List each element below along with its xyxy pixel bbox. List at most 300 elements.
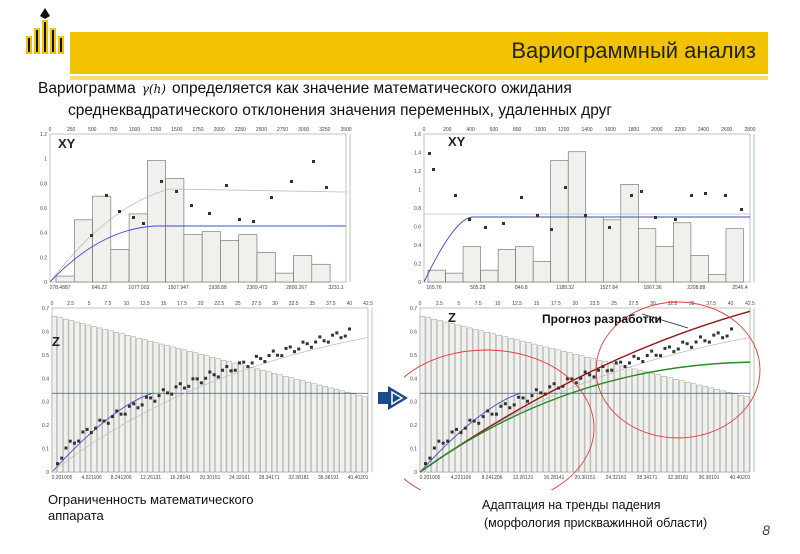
histogram-bar — [357, 395, 362, 472]
data-point — [454, 194, 457, 197]
data-point — [170, 393, 173, 396]
histogram-bar — [227, 362, 232, 472]
histogram-bar — [673, 223, 691, 282]
data-point — [124, 413, 127, 416]
data-point — [708, 341, 711, 344]
histogram-bar — [329, 388, 334, 472]
bottom-tick-label: 1507.947 — [167, 285, 189, 291]
histogram-bar — [289, 378, 294, 472]
data-point — [323, 339, 326, 342]
histogram-bar — [114, 332, 119, 472]
data-point — [655, 354, 658, 357]
data-point — [659, 354, 662, 357]
data-point — [550, 228, 553, 231]
top-tick-label: 500 — [88, 127, 97, 133]
data-point — [251, 361, 254, 364]
top-tick-label: 20 — [572, 301, 579, 307]
top-tick-label: 25 — [611, 301, 617, 307]
bottom-tick-label: 4.221106 — [81, 475, 102, 481]
data-point — [276, 354, 279, 357]
data-point — [107, 422, 110, 425]
top-tick-label: 42.5 — [745, 301, 755, 307]
data-point — [522, 396, 525, 399]
data-point — [717, 331, 720, 334]
bottom-tick-label: 1077.003 — [128, 285, 150, 291]
data-point — [428, 457, 431, 460]
histogram-bar — [238, 365, 243, 472]
top-tick-label: 10 — [494, 301, 501, 307]
data-point — [491, 413, 494, 416]
top-tick-label: 12.5 — [140, 301, 150, 307]
data-point — [553, 382, 556, 385]
page-number: 8 — [762, 522, 770, 538]
data-point — [179, 382, 182, 385]
histogram-bar — [533, 261, 551, 282]
histogram-bar — [498, 249, 516, 282]
y-tick-label: 0.1 — [42, 446, 49, 453]
histogram-bar — [187, 351, 192, 472]
panel-label-xy-left: XY — [58, 136, 76, 151]
y-tick-label: 0 — [46, 470, 49, 476]
adapt-line1: Адаптация на тренды падения — [482, 498, 661, 512]
histogram-bar — [491, 334, 496, 472]
y-tick-label: 1.2 — [40, 132, 47, 138]
data-point — [132, 216, 135, 219]
top-tick-label: 2250 — [234, 127, 246, 133]
y-tick-label: 0.4 — [410, 376, 417, 383]
bottom-tick-label: 4.221106 — [450, 475, 472, 481]
histogram-bar — [726, 392, 731, 472]
histogram-bar — [306, 382, 311, 472]
bottom-tick-label: 24.32161 — [605, 475, 627, 481]
data-point — [115, 409, 118, 412]
intro-line2: среднеквадратического отклонения значения переменных, удаленных друг — [68, 102, 613, 119]
intro-text — [38, 78, 612, 122]
data-point — [145, 396, 148, 399]
bottom-tick-label: 8.241206 — [110, 475, 132, 481]
top-tick-label: 0 — [48, 127, 52, 133]
y-tick-label: 0.6 — [40, 206, 47, 212]
panel-label-z-left: Z — [52, 334, 60, 349]
data-point — [60, 457, 63, 460]
histogram-bar — [294, 255, 312, 282]
data-point — [200, 381, 203, 384]
histogram-bar — [199, 354, 204, 472]
histogram-bar — [567, 353, 572, 472]
top-tick-label: 2.5 — [435, 301, 443, 307]
data-point — [459, 431, 462, 434]
data-point — [424, 462, 427, 465]
histogram-bar — [250, 367, 255, 472]
data-point — [677, 347, 680, 350]
histogram-bar — [461, 326, 466, 472]
data-point — [196, 377, 199, 380]
data-point — [539, 391, 542, 394]
data-point — [499, 405, 502, 408]
data-point — [619, 361, 622, 364]
top-tick-label: 1000 — [534, 127, 546, 133]
top-tick-label: 42.5 — [363, 301, 373, 307]
data-point — [690, 346, 693, 349]
data-point — [632, 355, 635, 358]
top-tick-label: 5 — [87, 301, 91, 307]
data-point — [301, 341, 304, 344]
bottom-tick-label: 278.4887 — [49, 285, 71, 291]
histogram-bar — [69, 321, 74, 472]
top-tick-label: 22.5 — [214, 301, 225, 307]
histogram-bar — [108, 331, 113, 472]
bottom-tick-label: 28.34171 — [258, 475, 280, 481]
histogram-bar — [446, 273, 464, 282]
data-point — [584, 214, 587, 217]
histogram-bar — [278, 375, 283, 472]
data-point — [204, 377, 207, 380]
data-point — [628, 361, 631, 364]
data-point — [230, 369, 233, 372]
data-point — [73, 442, 76, 445]
limited-line2: аппарата — [48, 508, 104, 523]
top-tick-label: 32.5 — [288, 301, 299, 307]
y-tick-label: 0.2 — [40, 255, 47, 262]
histogram-bar — [603, 362, 608, 472]
panel-label-xy-right: XY — [448, 134, 466, 149]
data-point — [90, 431, 93, 434]
top-tick-label: 1250 — [150, 127, 162, 133]
data-point — [674, 218, 677, 221]
top-tick-label: 15 — [160, 301, 167, 307]
bottom-tick-label: 505.28 — [470, 285, 486, 291]
data-point — [128, 405, 131, 408]
data-point — [289, 345, 292, 348]
data-point — [681, 341, 684, 344]
histogram-bar — [176, 348, 181, 472]
histogram-bar — [691, 384, 696, 472]
data-point — [473, 420, 476, 423]
data-point — [530, 394, 533, 397]
bottom-tick-label: 12.26131 — [512, 475, 534, 481]
data-point — [442, 442, 445, 445]
y-tick-label: 0.7 — [410, 306, 417, 312]
top-tick-label: 5 — [457, 301, 461, 307]
data-point — [141, 403, 144, 406]
top-tick-label: 3000 — [298, 127, 310, 133]
data-point — [624, 365, 627, 368]
data-point — [724, 194, 727, 197]
y-tick-label: 0.7 — [42, 306, 49, 312]
bottom-tick-label: 12.26131 — [140, 475, 162, 481]
data-point — [593, 375, 596, 378]
y-tick-label: 1 — [418, 187, 421, 194]
data-point — [270, 196, 273, 199]
top-tick-label: 1400 — [581, 127, 593, 133]
top-tick-label: 1000 — [129, 127, 141, 133]
data-point — [280, 354, 283, 357]
data-point — [672, 350, 675, 353]
data-point — [588, 373, 591, 376]
data-point — [686, 342, 689, 345]
variogram-xy-left — [36, 124, 366, 300]
data-point — [726, 335, 729, 338]
bottom-tick-label: 8.241206 — [481, 475, 503, 481]
data-point — [246, 365, 249, 368]
top-tick-label: 2500 — [255, 127, 267, 133]
top-tick-label: 7.5 — [474, 301, 482, 307]
data-point — [238, 218, 241, 221]
data-point — [432, 168, 435, 171]
bottom-tick-label: 1867.36 — [643, 285, 662, 291]
bottom-tick-label: 0.201005 — [51, 475, 73, 481]
histogram-bar — [266, 372, 271, 472]
data-point — [348, 327, 351, 330]
top-tick-label: 1600 — [604, 127, 616, 133]
y-tick-label: 0.5 — [410, 352, 417, 359]
data-point — [468, 419, 471, 422]
histogram-bar — [74, 220, 92, 282]
bottom-tick-label: 3231.1 — [328, 285, 344, 291]
histogram-bar — [668, 378, 673, 472]
top-tick-label: 2000 — [651, 127, 663, 133]
top-tick-label: 2600 — [721, 127, 733, 133]
histogram-bar — [662, 376, 667, 472]
top-tick-label: 17.5 — [177, 301, 187, 307]
bottom-tick-label: 32.38181 — [667, 475, 689, 481]
bottom-tick-label: 32.38181 — [288, 475, 310, 481]
histogram-bar — [426, 318, 431, 472]
histogram-bar — [56, 276, 74, 282]
histogram-bar — [220, 241, 238, 282]
histogram-bar — [656, 375, 661, 472]
data-point — [484, 226, 487, 229]
data-point — [668, 345, 671, 348]
adapt-line2: (морфология прискважинной области) — [484, 516, 708, 530]
top-tick-label: 3250 — [319, 127, 331, 133]
y-tick-label: 0.5 — [42, 352, 49, 359]
top-tick-label: 35 — [688, 301, 695, 307]
data-point — [64, 447, 67, 450]
data-point — [610, 369, 613, 372]
histogram-bar — [92, 326, 97, 472]
data-point — [318, 335, 321, 338]
histogram-bar — [75, 322, 80, 472]
y-tick-label: 0.1 — [410, 446, 417, 453]
variogram-xy-right-plot — [404, 124, 778, 300]
data-point — [98, 419, 101, 422]
histogram-bar — [244, 366, 249, 472]
bottom-tick-label: 646.22 — [91, 285, 108, 291]
histogram-bar — [239, 235, 257, 282]
histogram-bar — [479, 331, 484, 472]
histogram-bar — [463, 246, 481, 282]
slide-title: Вариограммный анализ — [511, 38, 756, 63]
histogram-bar — [111, 249, 129, 282]
histogram-bar — [312, 264, 330, 282]
histogram-bar — [708, 275, 726, 282]
histogram-bar — [481, 270, 499, 282]
histogram-bar — [428, 270, 446, 282]
data-point — [252, 220, 255, 223]
variogram-xy-left-plot — [36, 124, 366, 300]
top-tick-label: 30 — [650, 301, 656, 307]
bottom-tick-label: 165.76 — [426, 285, 442, 291]
data-point — [272, 350, 275, 353]
histogram-bar — [255, 369, 260, 472]
data-point — [520, 196, 523, 199]
limited-caption — [48, 492, 253, 524]
bottom-tick-label: 1938.88 — [208, 285, 227, 291]
histogram-bar — [561, 351, 566, 472]
histogram-bar — [556, 350, 561, 472]
data-point — [331, 334, 334, 337]
data-point — [166, 391, 169, 394]
top-tick-label: 15 — [533, 301, 540, 307]
histogram-bar — [261, 370, 266, 472]
histogram-bar — [656, 246, 674, 282]
top-tick-label: 1200 — [558, 127, 570, 133]
histogram-bar — [345, 392, 350, 472]
top-tick-label: 2200 — [674, 127, 686, 133]
data-point — [704, 192, 707, 195]
histogram-bar — [650, 373, 655, 472]
histogram-bar — [551, 161, 569, 282]
data-point — [86, 428, 89, 431]
data-point — [564, 186, 567, 189]
data-point — [153, 400, 156, 403]
data-point — [183, 387, 186, 390]
histogram-bar — [455, 325, 460, 472]
histogram-bar — [257, 252, 275, 282]
bottom-tick-label: 20.30151 — [574, 475, 596, 481]
histogram-bar — [626, 367, 631, 472]
data-point — [468, 218, 471, 221]
data-point — [149, 396, 152, 399]
top-tick-label: 3500 — [340, 127, 352, 133]
top-tick-label: 250 — [66, 127, 76, 133]
data-point — [433, 447, 436, 450]
data-point — [259, 357, 262, 360]
histogram-bar — [97, 328, 102, 472]
data-point — [721, 336, 724, 339]
y-tick-label: 0.4 — [42, 376, 49, 383]
top-tick-label: 20 — [197, 301, 204, 307]
data-point — [536, 214, 539, 217]
top-tick-label: 27.5 — [628, 301, 639, 307]
top-tick-label: 0 — [418, 301, 422, 307]
data-point — [221, 369, 224, 372]
data-point — [158, 394, 161, 397]
histogram-bar — [621, 184, 639, 282]
data-point — [650, 350, 653, 353]
histogram-bar — [334, 389, 339, 472]
data-point — [740, 208, 743, 211]
y-tick-label: 0.4 — [40, 230, 47, 237]
y-tick-label: 0 — [418, 280, 421, 286]
data-point — [56, 462, 59, 465]
data-point — [312, 160, 315, 163]
histogram-bar — [544, 347, 549, 472]
data-point — [640, 190, 643, 193]
data-point — [615, 361, 618, 364]
data-point — [263, 360, 266, 363]
data-point — [703, 339, 706, 342]
histogram-bar — [323, 386, 328, 472]
top-tick-label: 22.5 — [589, 301, 600, 307]
arrow-right-icon — [378, 384, 412, 412]
top-tick-label: 35 — [309, 301, 316, 307]
data-point — [94, 427, 97, 430]
histogram-bar — [709, 388, 714, 472]
histogram-bar — [726, 229, 744, 282]
histogram-bar — [632, 369, 637, 472]
data-point — [526, 400, 529, 403]
data-point — [225, 365, 228, 368]
data-point — [268, 354, 271, 357]
top-tick-label: 37.5 — [325, 301, 336, 307]
histogram-bar — [317, 385, 322, 472]
y-tick-label: 0.6 — [410, 329, 417, 336]
data-point — [335, 331, 338, 334]
histogram-bar — [603, 220, 621, 282]
y-tick-label: 0.4 — [414, 243, 421, 249]
data-point — [327, 341, 330, 344]
panel-label-z-right: Z — [448, 310, 456, 325]
data-point — [293, 350, 296, 353]
top-tick-label: 1800 — [628, 127, 640, 133]
data-point — [437, 440, 440, 443]
data-point — [175, 190, 178, 193]
histogram-bar — [721, 391, 726, 472]
data-point — [482, 415, 485, 418]
data-point — [111, 415, 114, 418]
data-point — [213, 373, 216, 376]
top-tick-label: 30 — [272, 301, 278, 307]
data-point — [242, 361, 245, 364]
histogram-bar — [485, 332, 490, 472]
intro-prefix: Вариограмма — [38, 80, 136, 97]
top-tick-label: 1750 — [192, 127, 204, 133]
histogram-bar — [103, 329, 108, 472]
histogram-bar — [579, 356, 584, 472]
top-tick-label: 2400 — [697, 127, 709, 133]
histogram-bar — [586, 217, 604, 282]
data-point — [495, 413, 498, 416]
top-tick-label: 10 — [123, 301, 130, 307]
data-point — [451, 431, 454, 434]
data-point — [446, 440, 449, 443]
bottom-tick-label: 1527.84 — [599, 285, 618, 291]
variogram-xy-right — [404, 124, 778, 300]
data-point — [486, 409, 489, 412]
top-tick-label: 40 — [346, 301, 353, 307]
bottom-tick-label: 2369.473 — [246, 285, 268, 291]
y-tick-label: 0.2 — [410, 423, 417, 430]
top-tick-label: 200 — [443, 127, 452, 133]
histogram-bar — [351, 394, 356, 472]
data-point — [290, 180, 293, 183]
y-tick-label: 1.2 — [414, 169, 421, 175]
histogram-bar — [638, 370, 643, 472]
data-point — [90, 234, 93, 237]
data-point — [119, 413, 122, 416]
data-point — [208, 371, 211, 374]
data-point — [297, 347, 300, 350]
top-tick-label: 2750 — [277, 127, 289, 133]
top-tick-label: 7.5 — [104, 301, 112, 307]
histogram-bar — [283, 376, 288, 472]
top-tick-label: 600 — [489, 127, 499, 133]
top-tick-label: 750 — [109, 127, 118, 133]
histogram-bar — [609, 363, 614, 472]
data-point — [637, 357, 640, 360]
